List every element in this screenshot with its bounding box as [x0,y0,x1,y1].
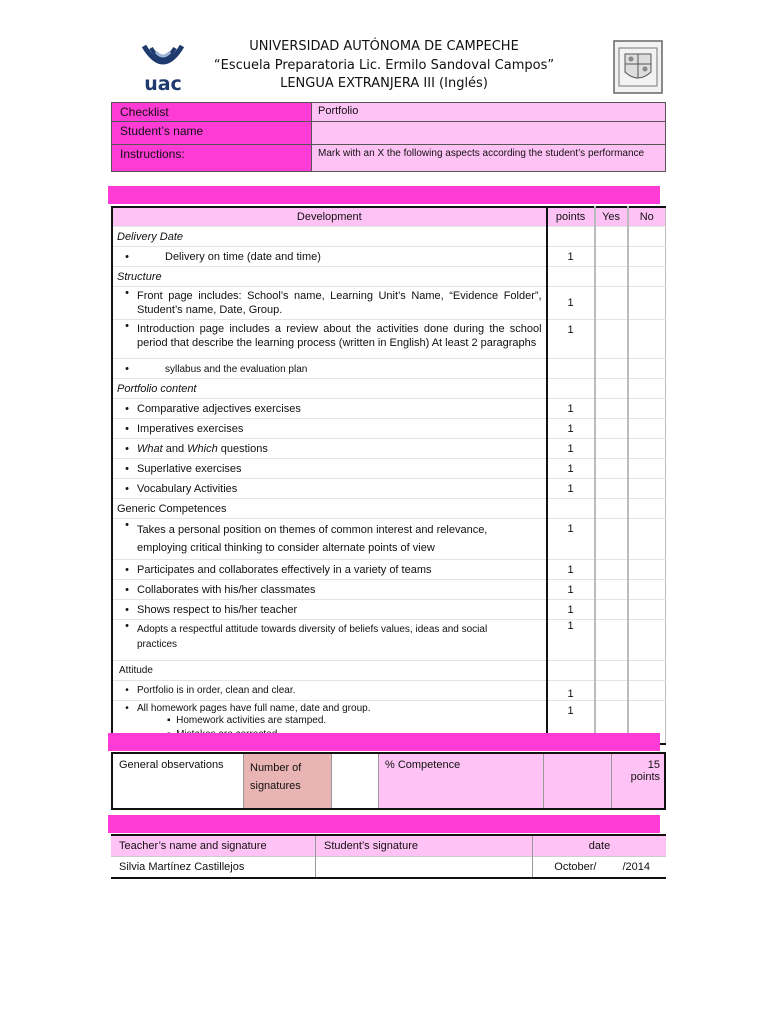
no-cell[interactable] [628,560,666,580]
yes-cell[interactable] [595,287,628,320]
item-points: 1 [547,681,595,701]
item-points: 1 [547,247,595,267]
bullet-icon: • [125,422,129,435]
competence-label: % Competence [379,753,544,809]
section-divider-bar [108,186,660,204]
table-cell [595,379,628,399]
checklist-label: Checklist [112,103,312,122]
bullet-icon: • [125,482,129,495]
yes-cell[interactable] [595,519,628,560]
bullet-icon: • [125,287,129,299]
section-title: Attitude [112,661,547,681]
header-points: points [547,207,595,227]
yes-cell[interactable] [595,419,628,439]
bullet-icon: • [125,685,129,696]
table-cell [628,227,666,247]
table-row [112,247,666,267]
signatures-label: Number of signatures [244,753,332,809]
item-text: syllabus and the evaluation plan [165,363,308,375]
no-cell[interactable] [628,439,666,459]
table-cell [628,661,666,681]
no-cell[interactable] [628,247,666,267]
table-row [112,399,666,419]
student-name-label: Student’s name [112,122,312,145]
header-yes: Yes [595,207,628,227]
yes-cell[interactable] [595,560,628,580]
no-cell[interactable] [628,620,666,661]
table-cell [112,439,547,459]
instructions-text: Mark with an X the following aspects according the student’s performance [312,145,666,172]
table-cell [112,247,547,267]
item-points: 1 [547,419,595,439]
item-text: Delivery on time (date and time) [165,250,321,263]
logo-text: uac [144,73,182,94]
yes-cell[interactable] [595,600,628,620]
table-cell [112,479,547,499]
table-row [112,479,666,499]
bullet-icon: • [125,620,129,632]
no-cell[interactable] [628,580,666,600]
no-cell[interactable] [628,359,666,379]
bullet-icon: • [125,402,129,415]
sub-item-text: Homework activities are stamped. [176,715,327,726]
teacher-name: Silvia Martínez Castillejos [111,857,316,879]
table-cell [628,267,666,287]
item-points: 1 [547,560,595,580]
text-container [117,620,542,654]
table-cell [547,267,595,287]
no-cell[interactable] [628,459,666,479]
table-row [112,519,666,560]
section-divider-bar [108,733,660,751]
date-prefix: October/ [554,861,597,873]
table-cell [547,499,595,519]
item-text: Imperatives exercises [137,422,244,435]
text-container [117,320,542,358]
competence-field[interactable] [544,753,612,809]
item-points: 1 [547,287,595,320]
item-points: 1 [547,580,595,600]
table-row [112,560,666,580]
item-text: Portfolio is in order, clean and clear. [137,685,296,696]
summary-table [111,752,666,810]
header-development: Development [112,207,547,227]
checklist-header-row [112,207,666,227]
item-text-rest: questions [217,442,268,455]
table-cell [112,600,547,620]
item-points: 1 [547,399,595,419]
table-row [112,359,666,379]
table-cell [112,519,547,560]
signatures-field[interactable] [332,753,379,809]
signature-table [111,834,666,879]
yes-cell[interactable] [595,399,628,419]
table-row [112,620,666,661]
item-text-which: Which [187,442,218,455]
table-row [112,459,666,479]
item-points: 1 [547,439,595,459]
item-points: 1 [547,519,595,560]
square-bullet-icon: ▪ [167,715,171,726]
bullet-icon: • [125,362,129,375]
bullet-icon: • [125,563,129,576]
university-seal [613,40,663,94]
item-text: Vocabulary Activities [137,482,238,495]
table-row [112,419,666,439]
item-points: 1 [547,459,595,479]
item-points: 1 [547,600,595,620]
table-row [112,600,666,620]
table-cell [112,459,547,479]
table-cell [595,227,628,247]
date-label: date [588,840,611,852]
table-cell [112,399,547,419]
table-cell [595,499,628,519]
school-name: “Escuela Preparatoria Lic. Ermilo Sandoval Campos” [213,57,555,73]
item-text: Shows respect to his/her teacher [137,603,298,616]
table-cell [628,379,666,399]
item-text: All homework pages have full name, date and group. [137,703,371,714]
item-text: Participates and collaborates effectively in a variety of teams [137,563,432,576]
item-text-what: What [137,442,163,455]
item-text-and: and [162,442,188,455]
table-cell [112,681,547,701]
student-signature-label: Student’s signature [316,835,533,857]
student-signature-field[interactable] [316,857,533,879]
table-cell [112,419,547,439]
bullet-icon: • [125,250,129,263]
checklist-value: Portfolio [312,103,666,122]
table-cell [595,661,628,681]
no-cell[interactable] [628,600,666,620]
header-no: No [628,207,666,227]
bullet-icon: • [125,583,129,596]
instructions-label: Instructions: [112,145,312,172]
item-points [547,359,595,379]
item-text: Takes a personal position on themes of common interest and relevance, employing critical thinking to consider alternate points of view [137,524,488,554]
yes-cell[interactable] [595,247,628,267]
text-container [117,714,542,728]
no-cell[interactable] [628,681,666,701]
yes-cell[interactable] [595,620,628,661]
yes-cell[interactable] [595,580,628,600]
item-points: 1 [547,320,595,359]
table-row [112,287,666,320]
bullet-icon: • [125,462,129,475]
info-table [111,102,666,172]
section-title: Portfolio content [112,379,547,399]
date-value [533,857,667,879]
item-text: Adopts a respectful attitude towards diversity of beliefs values, ideas and social practices [137,624,488,650]
yes-cell[interactable] [595,439,628,459]
points-total: 15 points [612,753,666,809]
item-text: Comparative adjectives exercises [137,402,301,415]
item-text: Front page includes: School’s name, Learning Unit’s Name, “Evidence Folder”, Student’s name, Date, Group. [137,290,542,316]
yes-cell[interactable] [595,479,628,499]
item-text: Collaborates with his/her classmates [137,583,316,596]
section-title: Delivery Date [112,227,547,247]
table-cell [628,499,666,519]
table-cell [112,580,547,600]
teacher-label: Teacher’s name and signature [111,835,316,857]
bullet-icon: • [125,519,129,531]
yes-cell[interactable] [595,459,628,479]
subject-name: LENGUA EXTRANJERA III (Inglés) [280,76,488,91]
section-title: Generic Competences [112,499,547,519]
text-container [117,287,542,319]
table-cell [112,620,547,661]
yes-cell[interactable] [595,320,628,359]
date-suffix: /2014 [622,861,650,873]
general-observations-label: General observations [112,753,244,809]
item-text: Superlative exercises [137,462,242,475]
table-row [112,320,666,359]
no-cell[interactable] [628,320,666,359]
no-cell[interactable] [628,419,666,439]
table-cell [547,661,595,681]
no-cell[interactable] [628,519,666,560]
table-row [112,681,666,701]
bullet-icon: • [125,320,129,332]
table-cell [112,287,547,320]
bullet-icon: • [125,442,129,455]
bullet-icon: • [125,603,129,616]
table-row [112,439,666,459]
text-container [117,519,542,559]
bullet-icon: • [125,703,129,714]
item-points: 1 [547,479,595,499]
table-cell [112,560,547,580]
no-cell[interactable] [628,479,666,499]
item-points: 1 [547,701,595,745]
table-row [112,580,666,600]
table-cell [112,320,547,359]
yes-cell[interactable] [595,359,628,379]
yes-cell[interactable] [595,681,628,701]
checklist-table [111,206,666,745]
table-cell [547,379,595,399]
item-points: 1 [547,620,595,661]
item-text: Introduction page includes a review about the activities done during the school period that describe the learning process (written in English) At least 2 paragraphs [137,323,542,349]
table-cell [112,359,547,379]
student-name-field[interactable] [312,122,666,145]
section-divider-bar [108,815,660,833]
section-title: Structure [112,267,547,287]
no-cell[interactable] [628,287,666,320]
no-cell[interactable] [628,399,666,419]
table-cell [595,267,628,287]
table-cell [547,227,595,247]
university-name: UNIVERSIDAD AUTÓNOMA DE CAMPECHE [249,39,519,54]
